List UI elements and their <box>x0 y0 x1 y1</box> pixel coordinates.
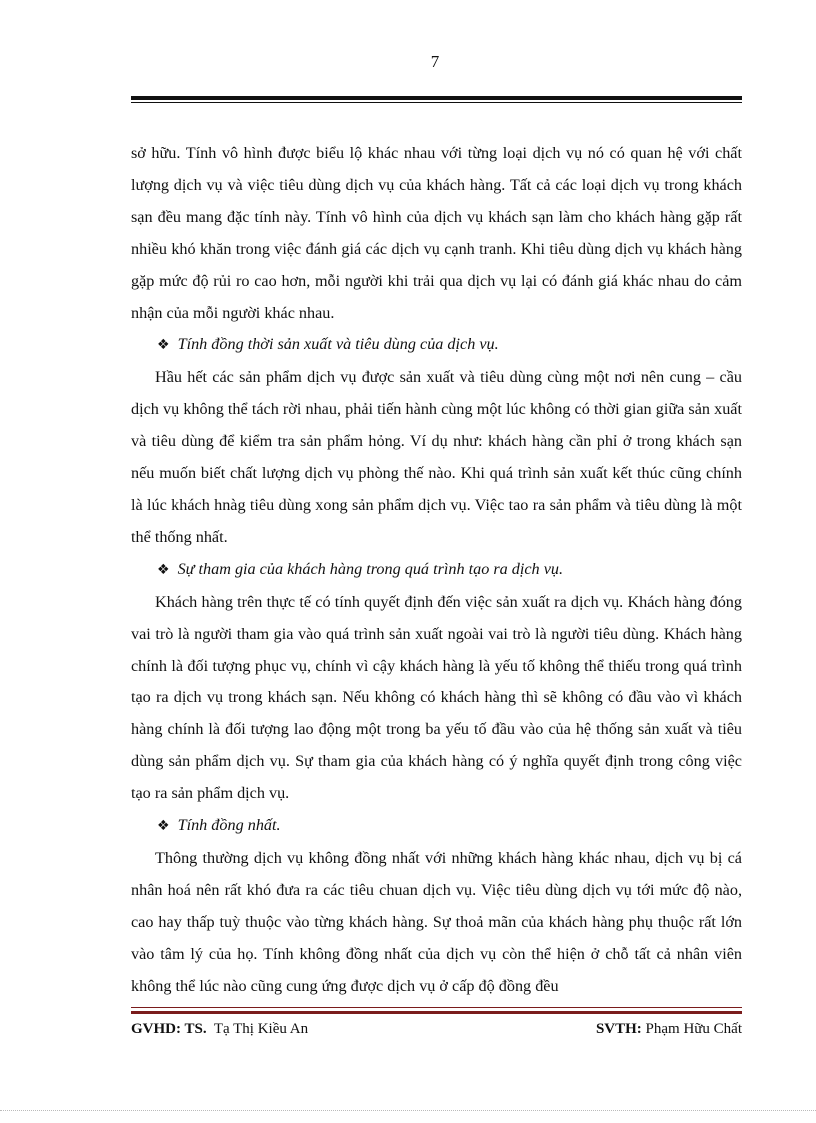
diamond-bullet-icon: ❖ <box>157 818 170 835</box>
paragraph-homogeneity: Thông thường dịch vụ không đồng nhất với những khách hàng khác nhau, dịch vụ bị cá nhân hoá nên rất khó đưa ra các tiêu chuan dịch vụ. Việc tiêu dùng dịch vụ tới mức độ nào, cao hay thấp tuỳ thuộc vào từng khách hàng. Sự thoả mãn của khách hàng phụ thuộc rất lớn vào tâm lý của họ. Tính không đồng nhất của dịch vụ còn thể hiện ở chỗ tất cả nhân viên không thể lúc nào cũng cung ứng được dịch vụ ở cấp độ đồng đều <box>131 848 742 995</box>
footer-rule-thin <box>131 1007 742 1008</box>
footer-supervisor-label: GVHD: TS. <box>131 1021 207 1037</box>
diamond-bullet-icon: ❖ <box>157 561 170 578</box>
footer-supervisor <box>131 1021 308 1038</box>
page-number: 7 <box>430 52 440 71</box>
footer-student-label: SVTH: <box>595 1021 642 1037</box>
footer-student <box>596 1021 742 1038</box>
page-body <box>131 138 742 1002</box>
header-rule-thin <box>131 102 742 103</box>
page-edge-divider <box>0 1110 816 1111</box>
footer-student-name: Phạm Hữu Chất <box>645 1021 742 1037</box>
paragraph-intangibility-cont: sở hữu. Tính vô hình được biểu lộ khác nhau với từng loại dịch vụ nó có quan hệ với chất lượng dịch vụ và việc tiêu dùng dịch vụ của khách hàng. Tất cả các loại dịch vụ trong khách sạn đều mang đặc tính này. Tính vô hình của dịch vụ khách sạn làm cho khách hàng gặp rất nhiều khó khăn trong việc đánh giá các dịch vụ cạnh tranh. Khi tiêu dùng dịch vụ khách hàng gặp mức độ rủi ro cao hơn, mỗi người khi trải qua dịch vụ lại có đánh giá khác nhau do cảm nhận của mỗi người khác nhau. <box>131 144 742 322</box>
page-footer <box>131 1021 742 1038</box>
paragraph-customer-participation: Khách hàng trên thực tế có tính quyết định đến việc sản xuất ra dịch vụ. Khách hàng đóng vai trò là người tham gia vào quá trình sản xuất ngoài vai trò là người tiêu dùng. Khách hàng chính là đối tượng phục vụ, chính vì cậy khách hàng là yếu tố không thể thiếu trong quá trình tạo ra dịch vụ trong khách sạn. Nếu không có khách hàng thì sẽ không có đầu vào vì khách hàng chính là đối tượng lao động một trong ba yếu tố đầu vào của hệ thống sản xuất và tiêu dùng sản phẩm dịch vụ. Sự tham gia của khách hàng có ý nghĩa quyết định trong công việc tạo ra sản phẩm dịch vụ. <box>131 592 742 803</box>
heading-simultaneity <box>131 329 742 362</box>
footer-supervisor-name: Tạ Thị Kiều An <box>213 1021 309 1037</box>
paragraph-simultaneity: Hầu hết các sản phẩm dịch vụ được sản xuất và tiêu dùng cùng một nơi nên cung – cầu dịch vụ không thể tách rời nhau, phải tiến hành cùng một lúc không có thời gian giữa sản xuất và tiêu dùng để kiểm tra sản phẩm hỏng. Ví dụ như: khách hàng cần phỉ ở trong khách sạn nếu muốn biết chất lượng dịch vụ phòng thế nào. Khi quá trình sản xuất kết thúc cũng chính là lúc khách hnàg tiêu dùng xong sản phẩm dịch vụ. Việc tao ra sản phẩm và tiêu dùng là một thể thống nhất. <box>131 368 742 546</box>
header-rule-thick <box>131 96 742 100</box>
footer-rule-thick <box>131 1011 742 1014</box>
diamond-bullet-icon: ❖ <box>157 337 170 354</box>
heading-text: Tính đồng thời sản xuất và tiêu dùng của dịch vụ. <box>177 335 499 354</box>
heading-customer-participation <box>131 554 742 587</box>
heading-text: Sự tham gia của khách hàng trong quá trình tạo ra dịch vụ. <box>177 559 564 578</box>
heading-text: Tính đồng nhất. <box>177 816 281 835</box>
heading-homogeneity <box>131 810 742 843</box>
